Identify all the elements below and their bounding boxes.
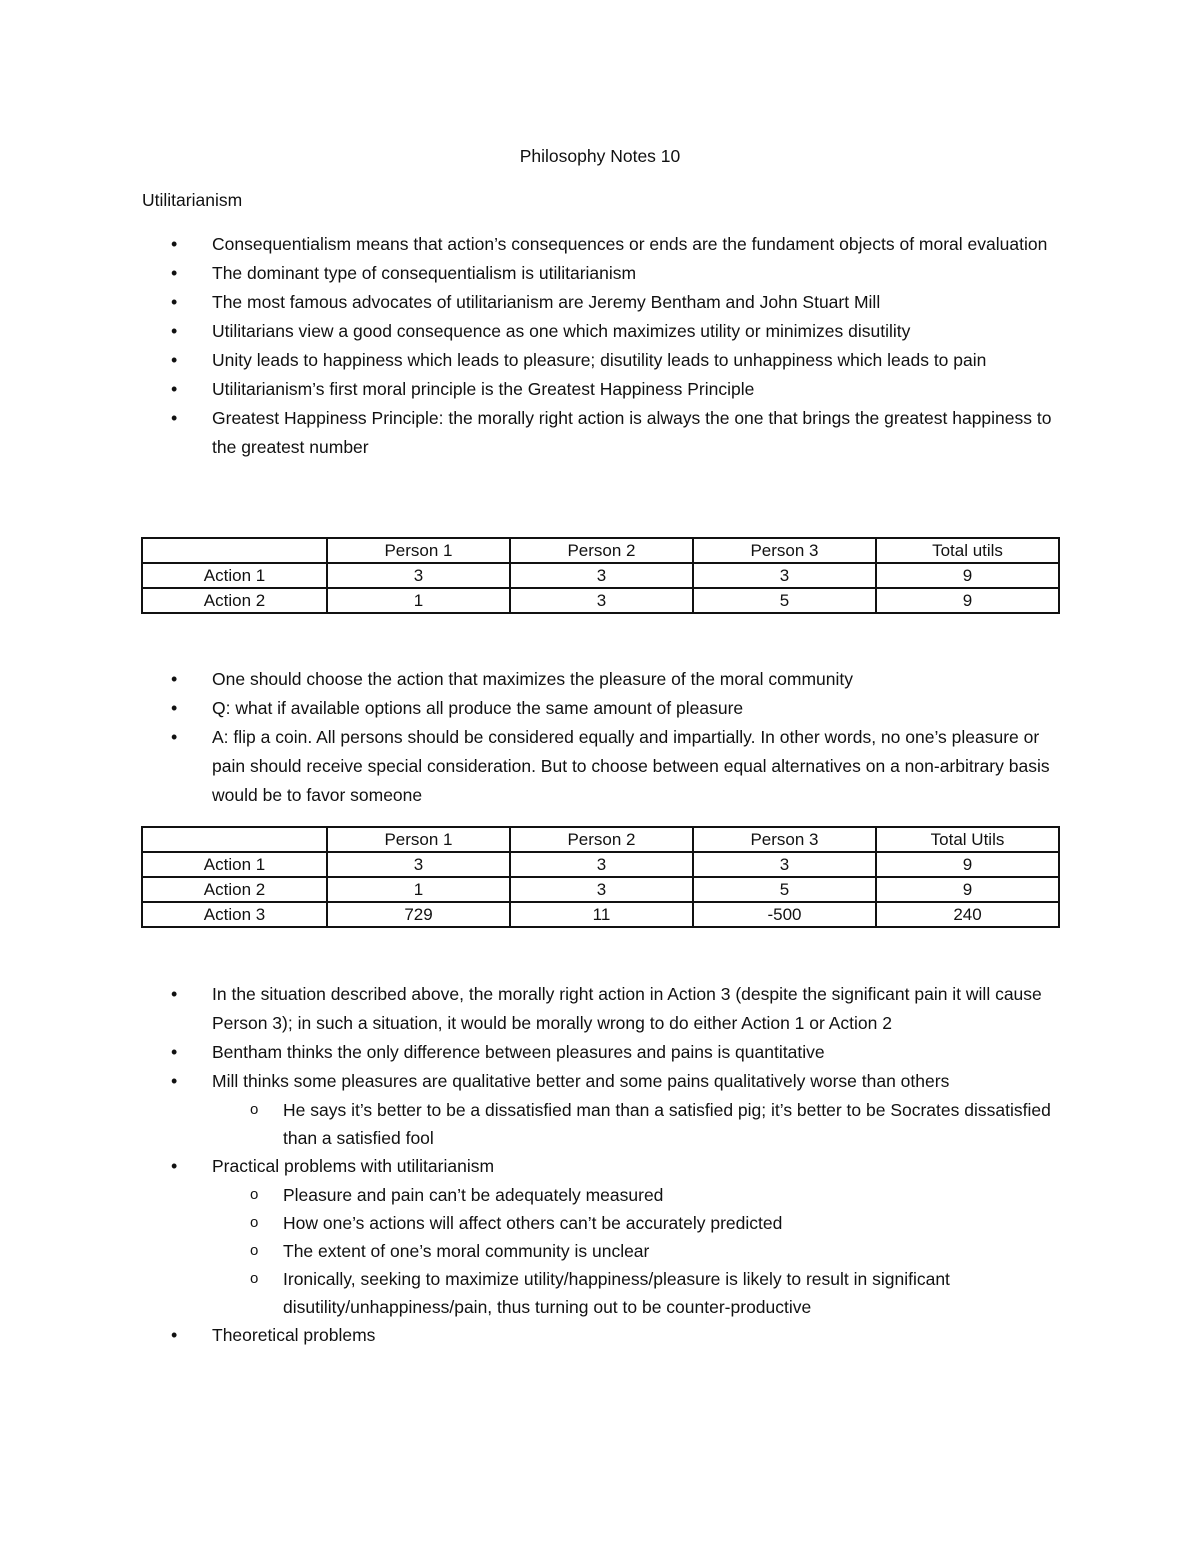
- table-cell: 3: [693, 563, 876, 588]
- list-item: • Utilitarianism’s first moral principle is the Greatest Happiness Principle: [0, 375, 1064, 404]
- list-item: • In the situation described above, the morally right action in Action 3 (despite the significant pain it will cause Person 3); in such a situation, it would be morally wrong to do either Action 1 or Action 2: [0, 980, 1064, 1038]
- table-header-row: [142, 827, 1059, 852]
- section-heading: Utilitarianism: [142, 190, 243, 210]
- table-header-cell: Total utils: [876, 538, 1059, 563]
- table-row: [142, 852, 1059, 877]
- list-item: • A: flip a coin. All persons should be considered equally and impartially. In other words, no one’s pleasure or pain should receive special consideration. But to choose between equal alternatives on a non-arbitrary basis would be to favor someone: [0, 723, 1064, 810]
- table-header-row: [142, 538, 1059, 563]
- table-row: [142, 902, 1059, 927]
- table-cell: 3: [327, 852, 510, 877]
- table-header-cell: Person 2: [510, 827, 693, 852]
- table-cell: 1: [327, 877, 510, 902]
- table-cell: 9: [876, 563, 1059, 588]
- bullet-list-analysis: [0, 980, 1064, 1350]
- bullet-list-intro: [0, 230, 1064, 462]
- list-item: • Unity leads to happiness which leads to pleasure; disutility leads to unhappiness which leads to pain: [0, 346, 1064, 375]
- table-cell: 9: [876, 852, 1059, 877]
- table-header-cell: Person 2: [510, 538, 693, 563]
- sub-list-item: o Ironically, seeking to maximize utility/happiness/pleasure is likely to result in significant disutility/unhappiness/pain, thus turning out to be counter-productive: [0, 1265, 1064, 1321]
- table-cell: 9: [876, 588, 1059, 613]
- table-cell: 9: [876, 877, 1059, 902]
- page-title: Philosophy Notes 10: [519, 146, 681, 166]
- table-cell: Action 2: [142, 588, 327, 613]
- table-cell: 3: [510, 852, 693, 877]
- list-item: • Practical problems with utilitarianism: [0, 1152, 1064, 1181]
- utility-table-2: [141, 826, 1060, 928]
- table-header-cell: Person 3: [693, 827, 876, 852]
- table-cell: Action 1: [142, 563, 327, 588]
- list-item: • Greatest Happiness Principle: the morally right action is always the one that brings the greatest happiness to the greatest number: [0, 404, 1064, 462]
- list-item: • The dominant type of consequentialism is utilitarianism: [0, 259, 1064, 288]
- table-row: [142, 563, 1059, 588]
- table-cell: 5: [693, 588, 876, 613]
- table-header-cell: [142, 538, 327, 563]
- list-item: • Mill thinks some pleasures are qualitative better and some pains qualitatively worse than others: [0, 1067, 1064, 1096]
- table-row: [142, 588, 1059, 613]
- list-item: • Bentham thinks the only difference between pleasures and pains is quantitative: [0, 1038, 1064, 1067]
- table-cell: 3: [510, 563, 693, 588]
- table-cell: 3: [510, 588, 693, 613]
- table-header-cell: Person 1: [327, 538, 510, 563]
- table-header-cell: Total Utils: [876, 827, 1059, 852]
- table-cell: -500: [693, 902, 876, 927]
- list-item: • Theoretical problems: [0, 1321, 1064, 1350]
- table-cell: 5: [693, 877, 876, 902]
- table-cell: Action 2: [142, 877, 327, 902]
- table-cell: Action 1: [142, 852, 327, 877]
- sub-list-item: o How one’s actions will affect others can’t be accurately predicted: [0, 1209, 1064, 1237]
- list-item: • Q: what if available options all produce the same amount of pleasure: [0, 694, 1064, 723]
- table-header-cell: Person 1: [327, 827, 510, 852]
- table-cell: 729: [327, 902, 510, 927]
- table-cell: 1: [327, 588, 510, 613]
- sub-list-item: o He says it’s better to be a dissatisfied man than a satisfied pig; it’s better to be Socrates dissatisfied than a satisfied fool: [0, 1096, 1064, 1152]
- table-cell: 11: [510, 902, 693, 927]
- table-header-cell: Person 3: [693, 538, 876, 563]
- list-item: • Consequentialism means that action’s consequences or ends are the fundament objects of moral evaluation: [0, 230, 1064, 259]
- table-cell: Action 3: [142, 902, 327, 927]
- table-cell: 3: [327, 563, 510, 588]
- list-item: • The most famous advocates of utilitarianism are Jeremy Bentham and John Stuart Mill: [0, 288, 1064, 317]
- table-header-cell: [142, 827, 327, 852]
- table-cell: 3: [693, 852, 876, 877]
- sub-list-item: o The extent of one’s moral community is unclear: [0, 1237, 1064, 1265]
- list-item: • Utilitarians view a good consequence as one which maximizes utility or minimizes disutility: [0, 317, 1064, 346]
- sub-list-item: o Pleasure and pain can’t be adequately measured: [0, 1181, 1064, 1209]
- list-item: • One should choose the action that maximizes the pleasure of the moral community: [0, 665, 1064, 694]
- table-cell: 3: [510, 877, 693, 902]
- bullet-list-choice: [0, 665, 1064, 810]
- table-row: [142, 877, 1059, 902]
- utility-table-1: [141, 537, 1060, 614]
- table-cell: 240: [876, 902, 1059, 927]
